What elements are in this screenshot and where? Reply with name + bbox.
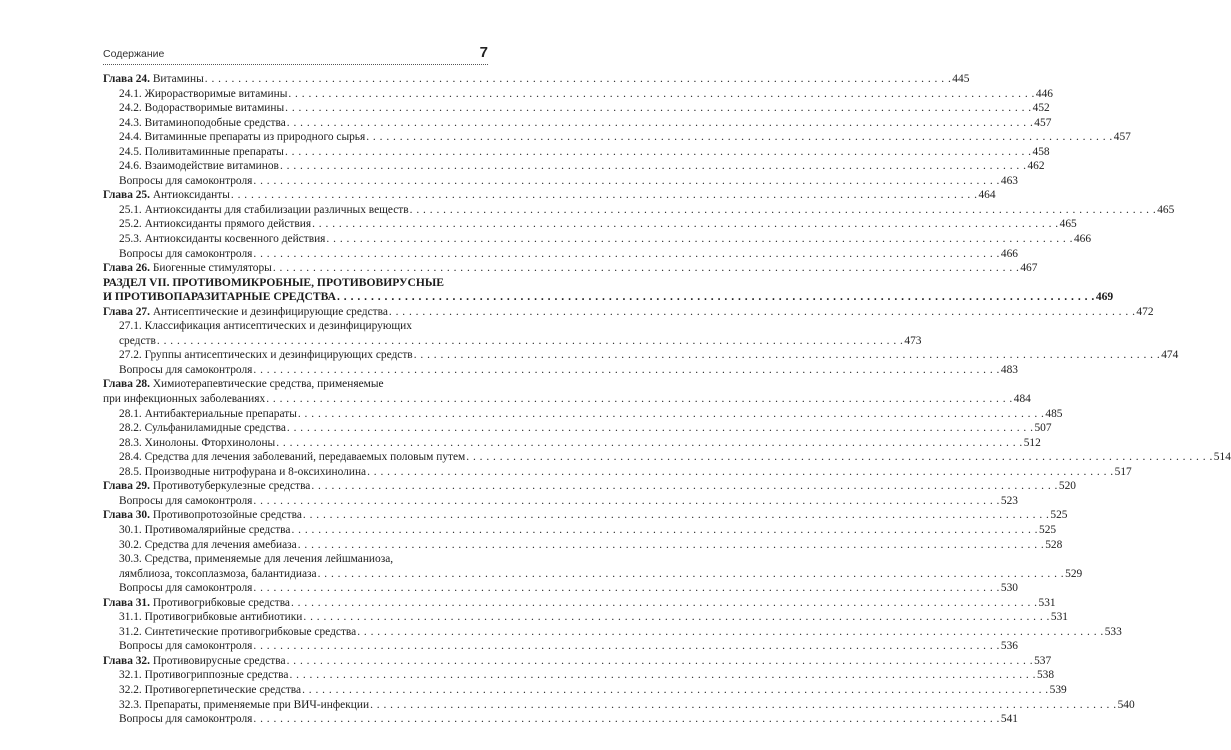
toc-entry-text xyxy=(119,174,252,189)
dot-leader xyxy=(312,217,1059,232)
dot-leader xyxy=(289,668,1036,683)
chapter-label: Глава 30. xyxy=(103,509,150,522)
toc-page-number: 465 xyxy=(1157,203,1175,216)
toc-page-number: 507 xyxy=(1034,422,1052,435)
entry-title: Вопросы для самоконтроля xyxy=(119,363,253,376)
toc-entry xyxy=(103,668,1055,683)
toc-entry-text xyxy=(119,712,252,727)
dot-leader xyxy=(285,101,1032,116)
entry-title: 31.2. Синтетические противогрибковые средства xyxy=(119,625,357,638)
toc-entry-text xyxy=(103,261,272,276)
entry-title: Противотуберкулезные средства xyxy=(149,480,311,493)
entry-title: 25.1. Антиоксиданты для стабилизации различных веществ xyxy=(119,203,409,216)
toc-entry xyxy=(103,334,922,349)
toc-entry xyxy=(103,348,1179,363)
dot-leader xyxy=(253,639,1000,654)
toc-entry xyxy=(103,116,1052,131)
toc-entry-text xyxy=(119,130,365,145)
toc-page-number: 462 xyxy=(1027,160,1045,173)
toc-entry xyxy=(103,203,1175,218)
entry-title: Антисептические и дезинфицирующие средства xyxy=(149,305,388,318)
toc-page-number: 540 xyxy=(1117,698,1135,711)
page-header xyxy=(103,46,488,64)
entry-title: 28.5. Производные нитрофурана и 8-оксихинолина xyxy=(119,465,367,478)
toc-page-number: 445 xyxy=(952,73,970,85)
entry-title: Химиотерапевтические средства, применяемые xyxy=(149,378,384,391)
toc-page-number: 457 xyxy=(1113,131,1131,144)
toc-entry-text xyxy=(119,247,252,262)
toc-entry-text xyxy=(103,378,384,390)
toc-entry-text xyxy=(119,668,288,683)
dot-leader xyxy=(303,508,1050,523)
toc-entry-text xyxy=(119,232,325,247)
entry-title: И ПРОТИВОПАРАЗИТАРНЫЕ СРЕДСТВА xyxy=(103,290,336,304)
dot-leader xyxy=(276,436,1023,451)
toc-page-number: 446 xyxy=(1035,87,1053,100)
dot-leader xyxy=(205,72,952,87)
toc-entry-text xyxy=(119,159,279,174)
chapter-label: Глава 32. xyxy=(103,654,150,667)
entry-title: 24.3. Витаминоподобные средства xyxy=(119,116,286,129)
entry-title: Вопросы для самоконтроля xyxy=(119,640,253,653)
toc-entry-text xyxy=(119,465,366,480)
toc-entry xyxy=(103,625,1122,640)
toc-entry-text xyxy=(119,363,252,378)
dot-leader xyxy=(253,363,1000,378)
toc-entry xyxy=(103,596,1056,611)
toc-page-number: 465 xyxy=(1059,218,1077,231)
toc-page-number: 512 xyxy=(1023,436,1041,449)
toc-page-number: 525 xyxy=(1039,523,1057,536)
entry-title: средств xyxy=(119,334,156,347)
dot-leader xyxy=(291,596,1038,611)
dot-leader xyxy=(288,87,1035,102)
toc-entry-text xyxy=(119,553,393,565)
toc-entry xyxy=(103,130,1131,145)
dot-leader xyxy=(466,450,1213,465)
dot-leader xyxy=(253,712,1000,727)
toc-page-number: 452 xyxy=(1032,102,1050,115)
entry-title: Витамины xyxy=(149,73,204,85)
toc-page-number: 533 xyxy=(1104,625,1122,638)
dot-leader xyxy=(366,130,1113,145)
toc-entry xyxy=(103,698,1135,713)
entry-title: лямблиоза, токсоплазмоза, балантидиаза xyxy=(119,567,317,580)
toc-entry-text xyxy=(119,567,317,582)
entry-title: Вопросы для самоконтроля xyxy=(119,582,253,595)
toc-page-number: 485 xyxy=(1045,407,1063,420)
dot-leader xyxy=(389,305,1136,320)
chapter-label: Глава 28. xyxy=(103,378,150,391)
toc-page-number: 473 xyxy=(904,334,922,347)
toc-entry-text xyxy=(119,87,287,102)
toc-entry-text xyxy=(119,436,275,451)
toc-page-number: 531 xyxy=(1038,596,1056,609)
toc-entry-text xyxy=(119,203,409,218)
dot-leader xyxy=(318,567,1065,582)
entry-title: РАЗДЕЛ VII. ПРОТИВОМИКРОБНЫЕ, ПРОТИВОВИРУСНЫЕ xyxy=(103,275,445,289)
entry-title: 27.1. Классификация антисептических и дезинфицирующих xyxy=(119,320,412,333)
toc-entry xyxy=(103,581,1018,596)
toc-entry-text xyxy=(119,101,284,116)
chapter-label: Глава 29. xyxy=(103,480,150,493)
toc-page-number: 483 xyxy=(1000,363,1018,376)
toc-entry-text xyxy=(119,698,369,713)
toc-entry-text xyxy=(119,639,252,654)
toc-entry xyxy=(103,538,1063,553)
toc-entry xyxy=(103,305,1154,320)
toc-entry-text xyxy=(103,596,290,611)
toc-entry xyxy=(103,610,1068,625)
toc-entry xyxy=(103,392,1031,407)
toc-entry xyxy=(103,101,1050,116)
toc-entry-text xyxy=(103,479,310,494)
toc-entry xyxy=(103,683,1067,698)
toc-page-number: 538 xyxy=(1036,669,1055,682)
dot-leader xyxy=(303,610,1050,625)
toc-entry-text xyxy=(119,334,156,349)
toc-entry xyxy=(103,552,488,567)
toc-entry xyxy=(103,479,1076,494)
entry-title: Вопросы для самоконтроля xyxy=(119,174,253,187)
toc-entry xyxy=(103,494,1018,509)
toc-entry-text xyxy=(103,654,286,669)
toc-entry xyxy=(103,319,488,334)
dot-leader xyxy=(253,494,1000,509)
dot-leader xyxy=(337,290,1095,305)
entry-title: 32.2. Противогерпетические средства xyxy=(119,683,302,696)
entry-title: Биогенные стимуляторы xyxy=(149,262,272,275)
toc-entry-text xyxy=(119,116,286,131)
toc-entry xyxy=(103,712,1018,727)
entry-title: 24.6. Взаимодействие витаминов xyxy=(119,160,279,173)
entry-title: 28.3. Хинолоны. Фторхинолоны xyxy=(119,436,276,449)
toc-entry-text xyxy=(103,290,336,305)
table-of-contents xyxy=(103,72,1231,727)
dot-leader xyxy=(370,698,1117,713)
toc-entry-text xyxy=(103,508,302,523)
toc-entry-text xyxy=(119,145,284,160)
chapter-label: Глава 26. xyxy=(103,262,150,275)
toc-page-number: 520 xyxy=(1058,480,1076,493)
entry-title: 30.2. Средства для лечения амебиаза xyxy=(119,538,297,551)
toc-entry xyxy=(103,174,1018,189)
toc-entry-text xyxy=(119,610,302,625)
toc-page-number: 531 xyxy=(1050,611,1068,624)
toc-page-number: 469 xyxy=(1095,290,1114,304)
chapter-label: Глава 27. xyxy=(103,305,150,318)
entry-title: 30.1. Противомалярийные средства xyxy=(119,523,291,536)
toc-page-number: 536 xyxy=(1000,640,1018,653)
toc-entry-text xyxy=(119,421,286,436)
toc-page-number: 530 xyxy=(1000,582,1018,595)
toc-entry xyxy=(103,247,1018,262)
dot-leader xyxy=(291,523,1038,538)
dot-leader xyxy=(287,654,1034,669)
entry-title: 28.2. Сульфаниламидные средства xyxy=(119,422,286,435)
entry-title: Противогрибковые средства xyxy=(149,596,290,609)
toc-entry xyxy=(103,290,1114,305)
toc-page-number: 457 xyxy=(1034,116,1052,129)
toc-entry xyxy=(103,377,488,392)
toc-page-number: 523 xyxy=(1000,494,1018,507)
entry-title: 32.1. Противогриппозные средства xyxy=(119,669,289,682)
dot-leader xyxy=(357,625,1104,640)
dot-leader xyxy=(253,581,1000,596)
entry-title: Вопросы для самоконтроля xyxy=(119,494,253,507)
toc-page-number: 517 xyxy=(1114,465,1132,478)
toc-entry-text xyxy=(119,625,356,640)
dot-leader xyxy=(285,145,1032,160)
toc-page-number: 458 xyxy=(1032,145,1050,158)
dot-leader xyxy=(266,392,1013,407)
toc-entry-text xyxy=(119,523,290,538)
toc-entry xyxy=(103,508,1068,523)
toc-entry xyxy=(103,159,1045,174)
toc-entry xyxy=(103,654,1052,669)
toc-page-number: 528 xyxy=(1045,538,1063,551)
entry-title: 24.5. Поливитаминные препараты xyxy=(119,145,284,158)
toc-page-number: 463 xyxy=(1000,174,1018,187)
entry-title: Антиоксиданты xyxy=(149,189,230,202)
entry-title: 28.4. Средства для лечения заболеваний, передаваемых половым путем xyxy=(119,451,466,464)
toc-page-number: 525 xyxy=(1050,509,1068,522)
toc-entry-text xyxy=(119,320,412,332)
toc-page-number: 484 xyxy=(1013,393,1031,406)
chapter-label: Глава 24. xyxy=(103,73,150,85)
toc-entry xyxy=(103,465,1132,480)
dot-leader xyxy=(253,247,1000,262)
toc-entry xyxy=(103,407,1063,422)
toc-entry xyxy=(103,639,1018,654)
toc-entry-text xyxy=(119,683,301,698)
entry-title: 25.3. Антиоксиданты косвенного действия xyxy=(119,233,326,246)
toc-entry xyxy=(103,87,1053,102)
toc-entry-text xyxy=(119,581,252,596)
toc-page-number: 514 xyxy=(1213,451,1231,464)
toc-page-number: 539 xyxy=(1049,683,1067,696)
entry-title: 24.1. Жирорастворимые витамины xyxy=(119,87,288,100)
toc-entry-text xyxy=(103,276,444,289)
dot-leader xyxy=(302,683,1049,698)
toc-entry xyxy=(103,276,488,291)
dot-leader xyxy=(231,188,978,203)
header-divider xyxy=(103,64,488,65)
dot-leader xyxy=(414,348,1161,363)
dot-leader xyxy=(410,203,1157,218)
dot-leader xyxy=(287,421,1034,436)
dot-leader xyxy=(367,465,1114,480)
toc-entry-text xyxy=(119,450,465,465)
toc-entry-text xyxy=(119,407,297,422)
toc-entry xyxy=(103,217,1077,232)
toc-entry-text xyxy=(103,305,388,320)
running-header-title: Содержание xyxy=(103,48,165,60)
dot-leader xyxy=(253,174,1000,189)
toc-page-number: 467 xyxy=(1020,262,1038,275)
dot-leader xyxy=(280,159,1027,174)
dot-leader xyxy=(157,334,904,349)
entry-title: Противопротозойные средства xyxy=(149,509,302,522)
entry-title: 27.2. Группы антисептических и дезинфицирующих средств xyxy=(119,349,413,362)
toc-page-number: 464 xyxy=(978,189,996,202)
entry-title: 31.1. Противогрибковые антибиотики xyxy=(119,611,303,624)
chapter-label: Глава 25. xyxy=(103,189,150,202)
toc-entry-text xyxy=(103,72,204,87)
entry-title: Вопросы для самоконтроля xyxy=(119,713,253,726)
dot-leader xyxy=(298,407,1045,422)
toc-entry-text xyxy=(119,217,311,232)
toc-entry-text xyxy=(119,538,297,553)
entry-title: 24.4. Витаминные препараты из природного сырья xyxy=(119,131,366,144)
toc-entry xyxy=(103,567,1083,582)
entry-title: 30.3. Средства, применяемые для лечения лейшманиоза, xyxy=(119,553,394,566)
toc-entry xyxy=(103,232,1092,247)
dot-leader xyxy=(287,116,1034,131)
entry-title: Противовирусные средства xyxy=(149,654,286,667)
toc-page-number: 537 xyxy=(1034,654,1052,667)
dot-leader xyxy=(298,538,1045,553)
page-number: 7 xyxy=(479,44,488,61)
entry-title: 32.3. Препараты, применяемые при ВИЧ-инфекции xyxy=(119,698,370,711)
toc-page-number: 466 xyxy=(1073,233,1092,246)
toc-entry-text xyxy=(119,494,252,509)
entry-title: Вопросы для самоконтроля xyxy=(119,247,253,260)
toc-entry xyxy=(103,523,1057,538)
toc-page-number: 541 xyxy=(1000,713,1018,726)
dot-leader xyxy=(326,232,1073,247)
toc-entry xyxy=(103,363,1018,378)
dot-leader xyxy=(311,479,1058,494)
toc-entry-text xyxy=(103,392,265,407)
dot-leader xyxy=(273,261,1020,276)
entry-title: 25.2. Антиоксиданты прямого действия xyxy=(119,218,312,231)
toc-entry-text xyxy=(103,188,230,203)
entry-title: при инфекционных заболеваниях xyxy=(103,393,266,406)
toc-entry xyxy=(103,261,1038,276)
toc-page-number: 472 xyxy=(1136,305,1154,318)
entry-title: 28.1. Антибактериальные препараты xyxy=(119,407,297,420)
toc-entry xyxy=(103,436,1041,451)
toc-entry xyxy=(103,188,996,203)
toc-entry-text xyxy=(119,348,413,363)
chapter-label: Глава 31. xyxy=(103,596,150,609)
toc-entry xyxy=(103,421,1052,436)
toc-page-number: 529 xyxy=(1065,567,1083,580)
toc-entry xyxy=(103,72,970,87)
entry-title: 24.2. Водорастворимые витамины xyxy=(119,102,285,115)
toc-page-number: 466 xyxy=(1000,247,1018,260)
toc-entry xyxy=(103,145,1050,160)
toc-page-number: 474 xyxy=(1161,349,1179,362)
toc-entry xyxy=(103,450,1231,465)
